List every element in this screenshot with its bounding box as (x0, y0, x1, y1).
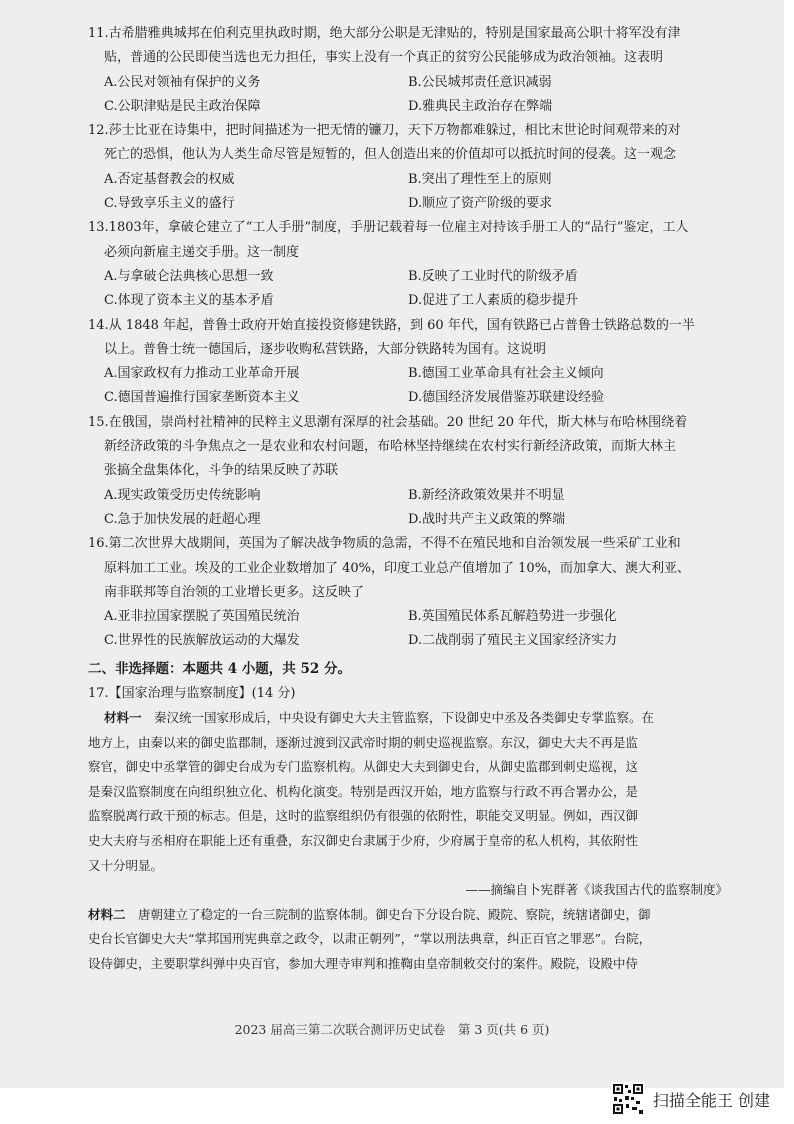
question-block (88, 532, 728, 653)
material-1-line-1: 地方上，由秦以来的御史监郡制，逐渐过渡到汉武帝时期的刺史巡视监察。东汉，御史大夫不再是监 (88, 734, 639, 750)
question-block (88, 411, 728, 532)
material-2-line-2: 设侍御史，主要职掌纠弹中央百官，参加大理寺审判和推鞫由皇帝制敕交付的案件。殿院，设殿中侍 (88, 955, 639, 971)
material-1-line-2: 察官，御史中丞掌管的御史台成为专门监察机构。从御史大夫到御史台，从御史监郡到刺史巡视，这 (88, 759, 639, 775)
answer-option: C.急于加快发展的赶超心理 (104, 511, 261, 527)
answer-option: B.英国殖民体系瓦解趋势进一步强化 (408, 609, 617, 625)
answer-option: A.公民对领袖有保护的义务 (104, 74, 261, 90)
question-stem-line: 必须向新雇主递交手册。这一制度 (104, 244, 300, 260)
option-row (88, 95, 728, 119)
material-1-source: ——摘编自卜宪群著《谈我国古代的监察制度》 (465, 882, 728, 898)
question-stem-line: 新经济政策的斗争焦点之一是农业和农村问题，布哈林坚持继续在农村实行新经济政策，而斯大林主 (104, 439, 677, 455)
question-block (88, 119, 728, 216)
option-row (88, 265, 728, 289)
question-stem-line: 张搞全盘集体化，斗争的结果反映了苏联 (104, 463, 339, 479)
answer-option: A.否定基督教会的权威 (104, 171, 235, 187)
question-stem-line: 以上。普鲁士统一德国后，逐步收购私营铁路，大部分铁路转为国有。这说明 (104, 341, 547, 357)
answer-option: D.促进了工人素质的稳步提升 (408, 293, 579, 309)
option-row (88, 192, 728, 216)
question-block (88, 314, 728, 411)
qr-code-icon (611, 1082, 645, 1116)
answer-option: B.突出了理性至上的原则 (408, 171, 552, 187)
question-block (88, 22, 728, 119)
question-stem-line: 15.在俄国，崇尚村社精神的民粹主义思潮有深厚的社会基础。20 世纪 20 年代，斯大林与布哈林围绕着 (88, 414, 688, 430)
question-stem-line: 12.莎士比亚在诗集中，把时间描述为一把无情的镰刀，天下万物都难躲过，相比末世论时间观带来的对 (88, 123, 681, 139)
material-1-line-4: 监察脱离行政干预的标志。但是，这时的监察组织仍有很强的依附性，职能交叉明显。例如，西汉御 (88, 808, 639, 824)
material-1 (88, 706, 728, 903)
page-content (88, 22, 728, 977)
answer-option: C.世界性的民族解放运动的大爆发 (104, 633, 300, 649)
question-stem-line: 14.从 1848 年起，普鲁士政府开始直接投资修建铁路，到 60 年代，国有铁路已占普鲁士铁路总数的一半 (88, 317, 695, 333)
answer-option: A.亚非拉国家摆脱了英国殖民统治 (104, 609, 300, 625)
answer-option: D.战时共产主义政策的弊端 (408, 511, 566, 527)
answer-option: D.顺应了资产阶级的要求 (408, 196, 553, 212)
material-1-label: 材料一 (104, 710, 142, 726)
material-2-line-1: 史台长官御史大夫“掌邦国刑宪典章之政令，以肃正朝列”，“掌以刑法典章，纠正百官之罪恶”。台院， (88, 931, 652, 947)
answer-option: A.现实政策受历史传统影响 (104, 487, 261, 503)
answer-option: C.德国普遍推行国家垄断资本主义 (104, 390, 300, 406)
question-stem-line: 贴，普通的公民即使当选也无力担任，事实上没有一个真正的贫穷公民能够成为政治领袖。这表明 (104, 50, 664, 66)
answer-option: D.雅典民主政治存在弊端 (408, 98, 553, 114)
answer-option: C.导致享乐主义的盛行 (104, 196, 235, 212)
page-footer: 2023 届高三第二次联合测评历史试卷 第 3 页(共 6 页) (234, 1022, 550, 1037)
question-stem-line: 16.第二次世界大战期间，英国为了解决战争物质的急需，不得不在殖民地和自治领发展一些采矿工业和 (88, 536, 681, 552)
option-row (88, 71, 728, 95)
question-block (88, 216, 728, 313)
scanner-watermark-text: 扫描全能王 创建 (652, 1090, 770, 1110)
material-1-line-3: 是秦汉监察制度在向组织独立化、机构化演变。特别是西汉开始，地方监察与行政不再合署办公，是 (88, 783, 639, 799)
answer-option: C.体现了资本主义的基本矛盾 (104, 293, 274, 309)
option-row (88, 629, 728, 653)
scanner-watermark (611, 1082, 770, 1116)
option-row (88, 168, 728, 192)
material-2-line-0: 材料二 唐朝建立了稳定的一台三院制的监察体制。御史台下分设台院、殿院、察院，统辖诸御史，御 (88, 906, 651, 922)
material-1-line-6: 又十分明显。 (88, 857, 164, 873)
answer-option: B.公民城邦责任意识减弱 (408, 74, 552, 90)
option-row (88, 508, 728, 532)
question-stem-line: 11.古希腊雅典城邦在伯利克里执政时期，绝大部分公职是无津贴的，特别是国家最高公职十将军没有津 (88, 26, 681, 41)
answer-option: B.德国工业革命具有社会主义倾向 (408, 366, 604, 382)
material-1-line-5: 史大夫府与丞相府在职能上还有重叠，东汉御史台隶属于少府，少府属于皇帝的私人机构，其依附性 (88, 832, 639, 848)
answer-option: B.新经济政策效果并不明显 (408, 487, 565, 503)
answer-option: B.反映了工业时代的阶级矛盾 (408, 268, 578, 284)
answer-option: A.与拿破仑法典核心思想一致 (104, 268, 274, 284)
answer-option: D.德国经济发展借鉴苏联建设经验 (408, 390, 605, 406)
question-17-title: 17.【国家治理与监察制度】(14 分) (88, 685, 296, 701)
answer-option: D.二战削弱了殖民主义国家经济实力 (408, 633, 618, 649)
question-stem-line: 死亡的恐惧，他认为人类生命尽管是短暂的，但人创造出来的价值却可以抵抗时间的侵袭。这一观念 (104, 147, 677, 163)
multiple-choice-questions (88, 22, 728, 654)
material-1-line-0: 材料一 秦汉统一国家形成后，中央设有御史大夫主管监察，下设御史中丞及各类御史专掌监察。在 (104, 710, 655, 726)
option-row (88, 362, 728, 386)
option-row (88, 289, 728, 313)
section-heading: 二、非选择题：本题共 4 小题，共 52 分。 (88, 660, 351, 677)
option-row (88, 605, 728, 629)
material-2 (88, 903, 728, 977)
option-row (88, 484, 728, 508)
answer-option: A.国家政权有力推动工业革命开展 (104, 366, 300, 382)
material-2-label: 材料二 (88, 906, 126, 922)
question-stem-line: 原料加工工业。埃及的工业企业数增加了 40%，印度工业总产值增加了 10%，而加拿大、澳大利亚、 (104, 560, 691, 576)
question-stem-line: 13.1803年，拿破仑建立了“工人手册”制度，手册记载着每一位雇主对持该手册工人的“品行”鉴定，工人 (88, 220, 689, 236)
option-row (88, 386, 728, 410)
answer-option: C.公职津贴是民主政治保障 (104, 98, 261, 114)
question-stem-line: 南非联邦等自治领的工业增长更多。这反映了 (104, 584, 365, 600)
